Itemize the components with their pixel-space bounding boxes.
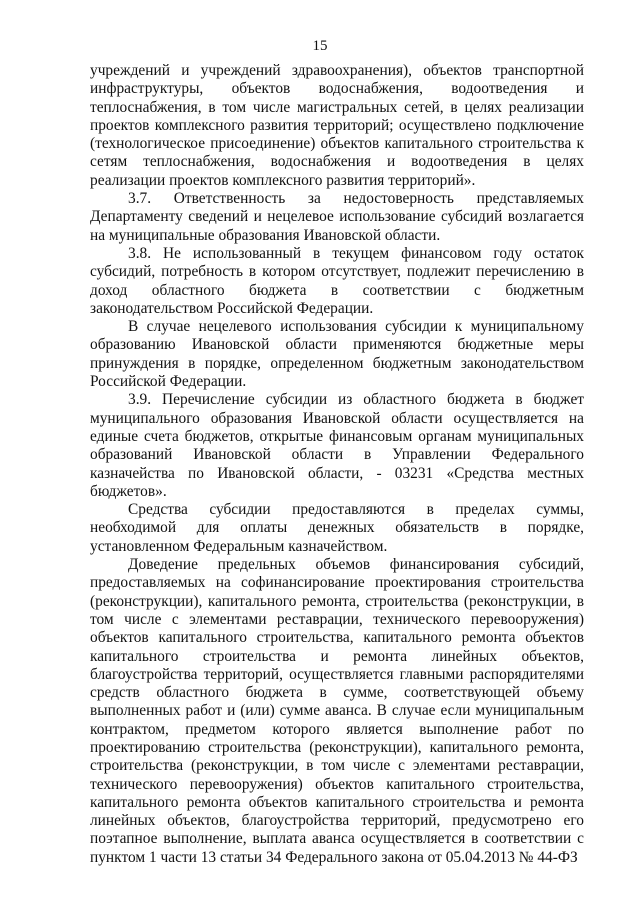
page-number: 15: [312, 38, 328, 54]
paragraph-financing-limits: Доведение предельных объемов финансирования субсидий, предоставляемых на софинансирование проектирования строительства (реконструкции), капитального ремонта, строительства (реконструкции, в том числе с элементами реставрации, технического перевооружения) объектов капитального строительства, капитального ремонта объектов капитального строительства и ремонта линейных объектов, благоустройства территорий, осуществляется главными распорядителями средств областного бюджета в сумме, соответствующей объему выполненных работ и (или) сумме аванса. В случае если муниципальным контрактом, предметом которого является выполнение работ по проектированию строительства (реконструкции), капитального ремонта, строительства (реконструкции, в том числе с элементами реставрации, технического перевооружения) объектов капитального строительства, капитального ремонта объектов капитального строительства и ремонта линейных объектов, благоустройства территорий, предусмотрено его поэтапное выполнение, выплата аванса осуществляется в соответствии с пунктом 1 части 13 статьи 34 Федерального закона от 05.04.2013 № 44-ФЗ: [90, 556, 584, 866]
paragraph-3-8: 3.8. Не использованный в текущем финансовом году остаток субсидий, потребность в котором отсутствует, подлежит перечислению в доход областного бюджета в соответствии с бюджетным законодательством Российской Федерации.: [90, 244, 584, 317]
paragraph-3-9: 3.9. Перечисление субсидии из областного бюджета в бюджет муниципального образования Ивановской области осуществляется на единые счета бюджетов, открытые финансовым органам муниципальных образований Ивановской области в Управлении Федерального казначейства по Ивановской области, - 03231 «Средства местных бюджетов».: [90, 391, 584, 500]
paragraph-funds: Средства субсидии предоставляются в пределах суммы, необходимой для оплаты денежных обязательств в порядке, установленном Федеральным казначейством.: [90, 501, 584, 555]
paragraph-continuation: учреждений и учреждений здравоохранения), объектов транспортной инфраструктуры, объектов водоснабжения, водоотведения и теплоснабжения, в том числе магистральных сетей, в целях реализации проектов комплексного развития территорий; осуществлено подключение (технологическое присоединение) объектов капитального строительства к сетям теплоснабжения, водоснабжения и водоотведения в целях реализации проектов комплексного развития территорий».: [90, 62, 584, 189]
document-body: [90, 62, 584, 867]
paragraph-3-7: 3.7. Ответственность за недостоверность представляемых Департаменту сведений и нецелевое использование субсидий возлагается на муниципальные образования Ивановской области.: [90, 190, 584, 244]
paragraph-misuse: В случае нецелевого использования субсидии к муниципальному образованию Ивановской области применяются бюджетные меры принуждения в порядке, определенном бюджетным законодательством Российской Федерации.: [90, 318, 584, 391]
